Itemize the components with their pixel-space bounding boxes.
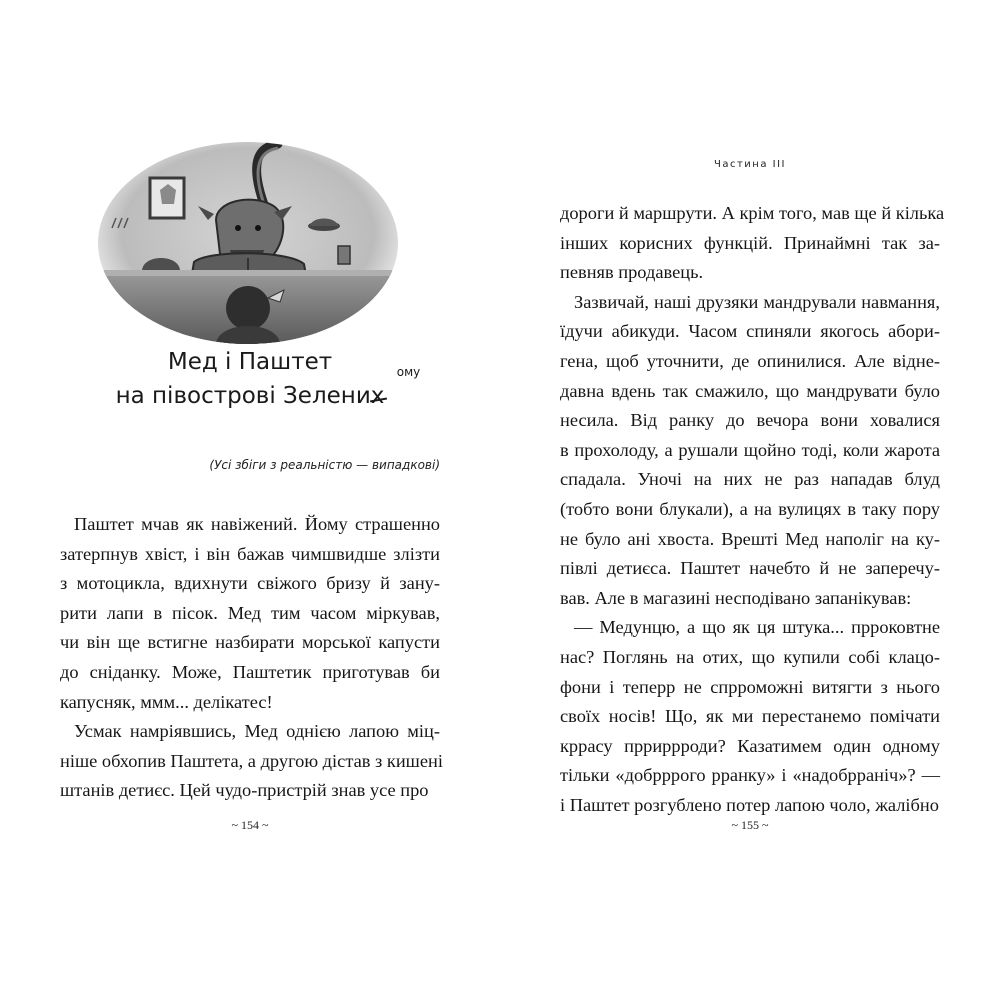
text-line: інших корисних функцій. Принаймні так за- (560, 232, 940, 253)
running-head: Частина III (714, 159, 786, 170)
handwritten-correction: ому (396, 365, 421, 379)
page-number-left: ~ 154 ~ (231, 818, 269, 832)
left-body-text (60, 510, 443, 806)
text-line: чи він ще встигне назбирати морської капусти (60, 632, 440, 653)
text-line: капусняк, ммм... делікатес! (60, 691, 273, 712)
text-line: рити лапи в пісок. Мед тим часом міркував, (60, 602, 440, 623)
text-line: давна вдень так смажило, що мандрувати було (560, 380, 940, 401)
text-line: своїх носів! Що, як ми перестанемо помічати (560, 706, 940, 727)
text-line: несила. Від ранку до вечора вони ховалися (560, 410, 940, 431)
text-line: певняв продавець. (560, 262, 704, 283)
paragraph (560, 613, 940, 820)
text-line: Паштет мчав як навіжений. Йому страшенно (74, 514, 440, 534)
text-line: їдучи абикуди. Часом спиняли якогось абори- (560, 321, 940, 342)
text-line: з мотоцикла, вдихнути свіжого бризу й зану- (60, 573, 440, 594)
text-line: затерпнув хвіст, і він бажав чимшвидше злізти (60, 543, 440, 564)
struck-letter: х (370, 383, 385, 409)
paragraph (560, 199, 945, 288)
paragraph (560, 288, 940, 614)
text-line: Зазвичай, наші друзяки мандрували навмання, (574, 291, 940, 312)
text-line: штанів детиєс. Цей чудо-пристрій знав усе про (60, 780, 429, 801)
text-line: і Паштет розгублено потер лапою чоло, жалібно (560, 794, 939, 815)
chapter-title-line-1: Мед і Паштет (167, 349, 333, 375)
text-line: дороги й маршрути. А крім того, мав ще й кілька (560, 203, 945, 223)
chapter-title-line-2-main: на півострові Зелени (115, 383, 371, 409)
page-number-right: ~ 155 ~ (731, 818, 769, 832)
paragraph (60, 717, 443, 806)
text-line: не було ані хвоста. Врешті Мед наполіг на ку- (560, 528, 940, 549)
text-line: тільки «добрррого рранку» і «надобрраніч»? — (560, 765, 940, 786)
text-line: півлі детиєса. Паштет начебто й не заперечу- (560, 558, 940, 579)
text-line: — Медунцю, а що як ця штука... прроковтне (574, 617, 940, 638)
text-line: фони і теперр не спрроможні витягти з нього (560, 676, 940, 697)
text-line: Усмак намріявшись, Мед однією лапою міц- (74, 721, 440, 742)
text-line: (тобто вони блукали), а на вулицях в таку пору (560, 498, 940, 519)
right-page (500, 0, 1000, 1000)
text-line: до сніданку. Може, Паштетик приготував би (60, 661, 440, 682)
chapter-title (100, 345, 421, 413)
text-line: кррасу прриррроди? Казатимем один одному (560, 735, 940, 756)
right-body-text (560, 199, 945, 820)
text-line: гена, щоб уточнити, де опинилися. Але відне- (560, 350, 940, 371)
text-line: в прохолоду, а рушали щойно тоді, коли жарота (560, 439, 940, 460)
text-line: ніше обхопив Паштета, а другою дістав з кишені (60, 750, 443, 771)
paragraph (60, 510, 440, 717)
text-line: нас? Поглянь на отих, що купили собі клацо- (560, 646, 940, 667)
struck-ending (370, 365, 421, 413)
disclaimer: (Усі збіги з реальністю — випадкові) (209, 458, 440, 472)
text-line: спадала. Уночі на них не раз нападав блуд (560, 469, 940, 490)
text-line: вав. Але в магазині несподівано запанікував: (560, 587, 912, 608)
chapter-title-line-2 (100, 365, 421, 413)
goat-officer-illustration (98, 142, 398, 344)
